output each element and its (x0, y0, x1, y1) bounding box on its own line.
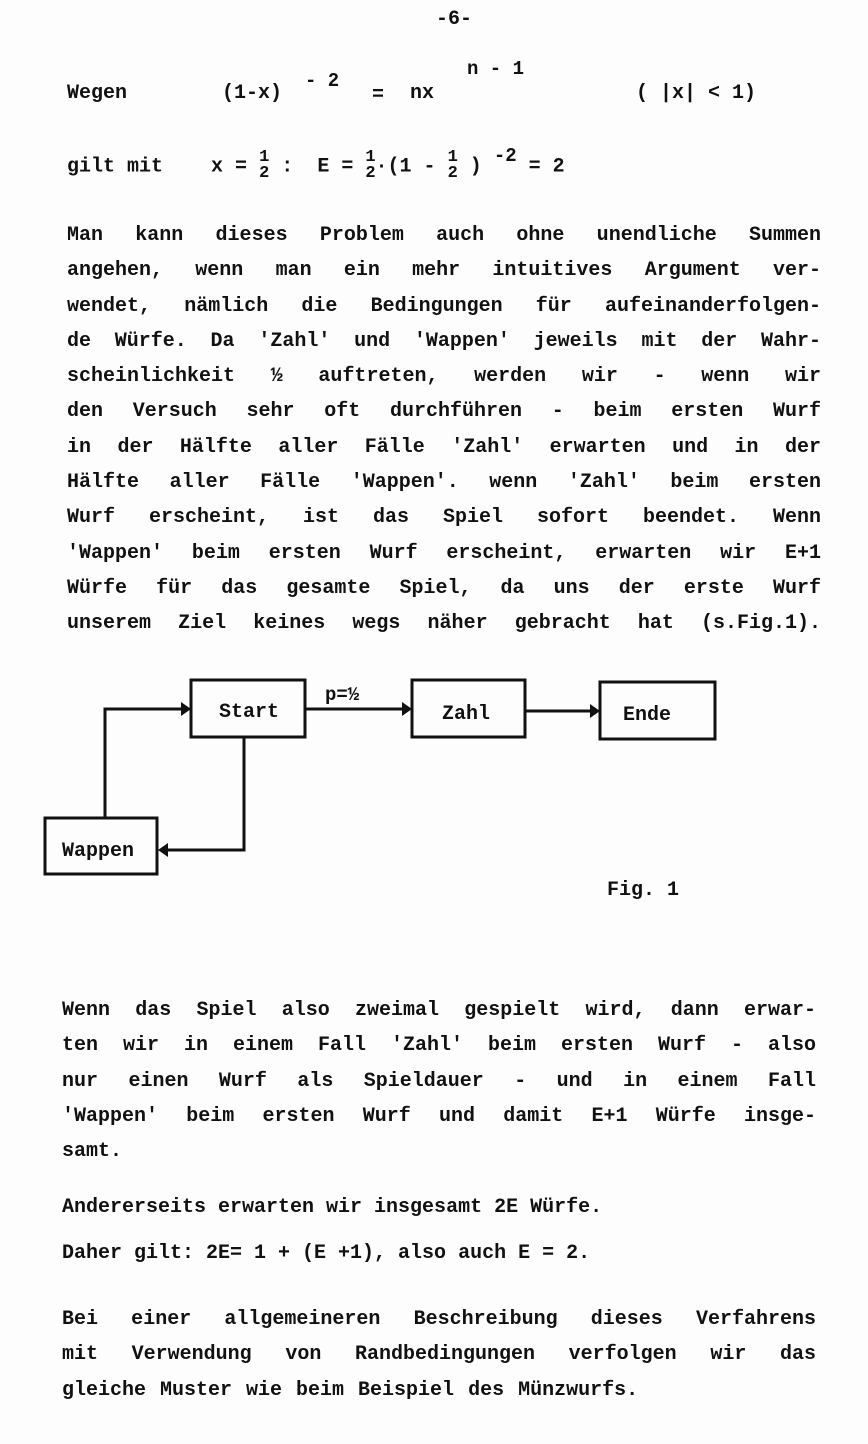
formula-separator: : (281, 155, 294, 179)
text-line: scheinlichkeit ½ auftreten, werden wir - wenn wir (67, 365, 821, 389)
text-line: unserem Ziel keines wegs näher gebracht hat (s.Fig.1). (67, 612, 821, 636)
formula-exponent: -2 (493, 145, 517, 168)
formula-expected-value (67, 145, 565, 183)
paragraph-general-description (62, 1302, 816, 1408)
text-line: Wenn das Spiel also zweimal gespielt wird, dann erwar- (62, 999, 816, 1022)
text-line: in der Hälfte aller Fälle 'Zahl' erwarten und in der (67, 435, 821, 459)
text-line: wendet, nämlich die Bedingungen für aufeinanderfolgen- (67, 294, 821, 318)
formula-e: E = (317, 155, 354, 179)
text-line: Wurf erscheint, ist das Spiel sofort beendet. Wenn (67, 506, 821, 530)
formula-lead: Wegen (67, 82, 128, 105)
text-line: ten wir in einem Fall 'Zahl' beim ersten Wurf - also (62, 1034, 816, 1058)
edge-wappen-start (105, 709, 183, 818)
formula-term: ·(1 - (375, 155, 436, 179)
text-line: samt. (62, 1140, 123, 1164)
formula-rhs-exponent: n - 1 (467, 58, 525, 80)
node-wappen-label: Wappen (62, 840, 135, 863)
line-daher: Daher gilt: 2E= 1 + (E +1), also auch E = 2. (62, 1242, 591, 1265)
node-start-label: Start (219, 701, 280, 724)
fraction-half: 1 2 (365, 148, 376, 183)
fraction-half: 1 2 (447, 148, 458, 183)
formula-lead: gilt mit (67, 155, 164, 179)
text-line: den Versuch sehr oft durchführen - beim ersten Wurf (67, 400, 821, 424)
arrowheads (158, 702, 600, 857)
node-ende-label: Ende (623, 704, 672, 727)
text-line: de Würfe. Da 'Zahl' und 'Wappen' jeweils mit der Wahr- (67, 329, 821, 353)
node-zahl-label: Zahl (442, 703, 491, 726)
text-line: Würfe für das gesamte Spiel, da uns der erste Wurf (67, 576, 821, 600)
formula-lhs-exponent: - 2 (305, 70, 340, 92)
line-andererseits: Andererseits erwarten wir insgesamt 2E Würfe. (62, 1196, 603, 1219)
text-line: mit Verwendung von Randbedingungen verfolgen wir das (62, 1343, 816, 1367)
formula-equals: = (372, 84, 385, 107)
formula-x: x = (211, 155, 248, 179)
text-line: Bei einer allgemeineren Beschreibung dieses Verfahrens (62, 1308, 816, 1331)
figure-caption: Fig. 1 (607, 879, 680, 902)
text-line: gleiche Muster wie beim Beispiel des Münzwurfs. (62, 1378, 639, 1402)
edge-start-wappen (168, 737, 244, 850)
page-number: -6- (436, 8, 473, 31)
edge-probability-label: p=½ (325, 684, 360, 706)
text-line: angehen, wenn man ein mehr intuitives Argument ver- (67, 259, 821, 283)
paragraph-intuitive-argument (67, 218, 821, 642)
text-line: 'Wappen' beim ersten Wurf erscheint, erwarten wir E+1 (67, 541, 821, 565)
edges (105, 709, 592, 850)
formula-condition: ( |x| < 1) (636, 82, 757, 105)
text-line: Hälfte aller Fälle 'Wappen'. wenn 'Zahl' beim ersten (67, 471, 821, 495)
fraction-half: 1 2 (259, 148, 270, 183)
formula-result: = 2 (528, 155, 565, 179)
formula-rhs: nx (410, 82, 435, 105)
text-line: 'Wappen' beim ersten Wurf und damit E+1 Würfe insge- (62, 1104, 816, 1128)
formula-close: ) (469, 155, 482, 179)
text-line: Man kann dieses Problem auch ohne unendliche Summen (67, 224, 821, 247)
text-line: nur einen Wurf als Spieldauer - und in einem Fall (62, 1069, 816, 1093)
formula-lhs: (1-x) (222, 82, 283, 105)
flow-diagram (0, 660, 868, 910)
paragraph-two-games (62, 993, 816, 1169)
